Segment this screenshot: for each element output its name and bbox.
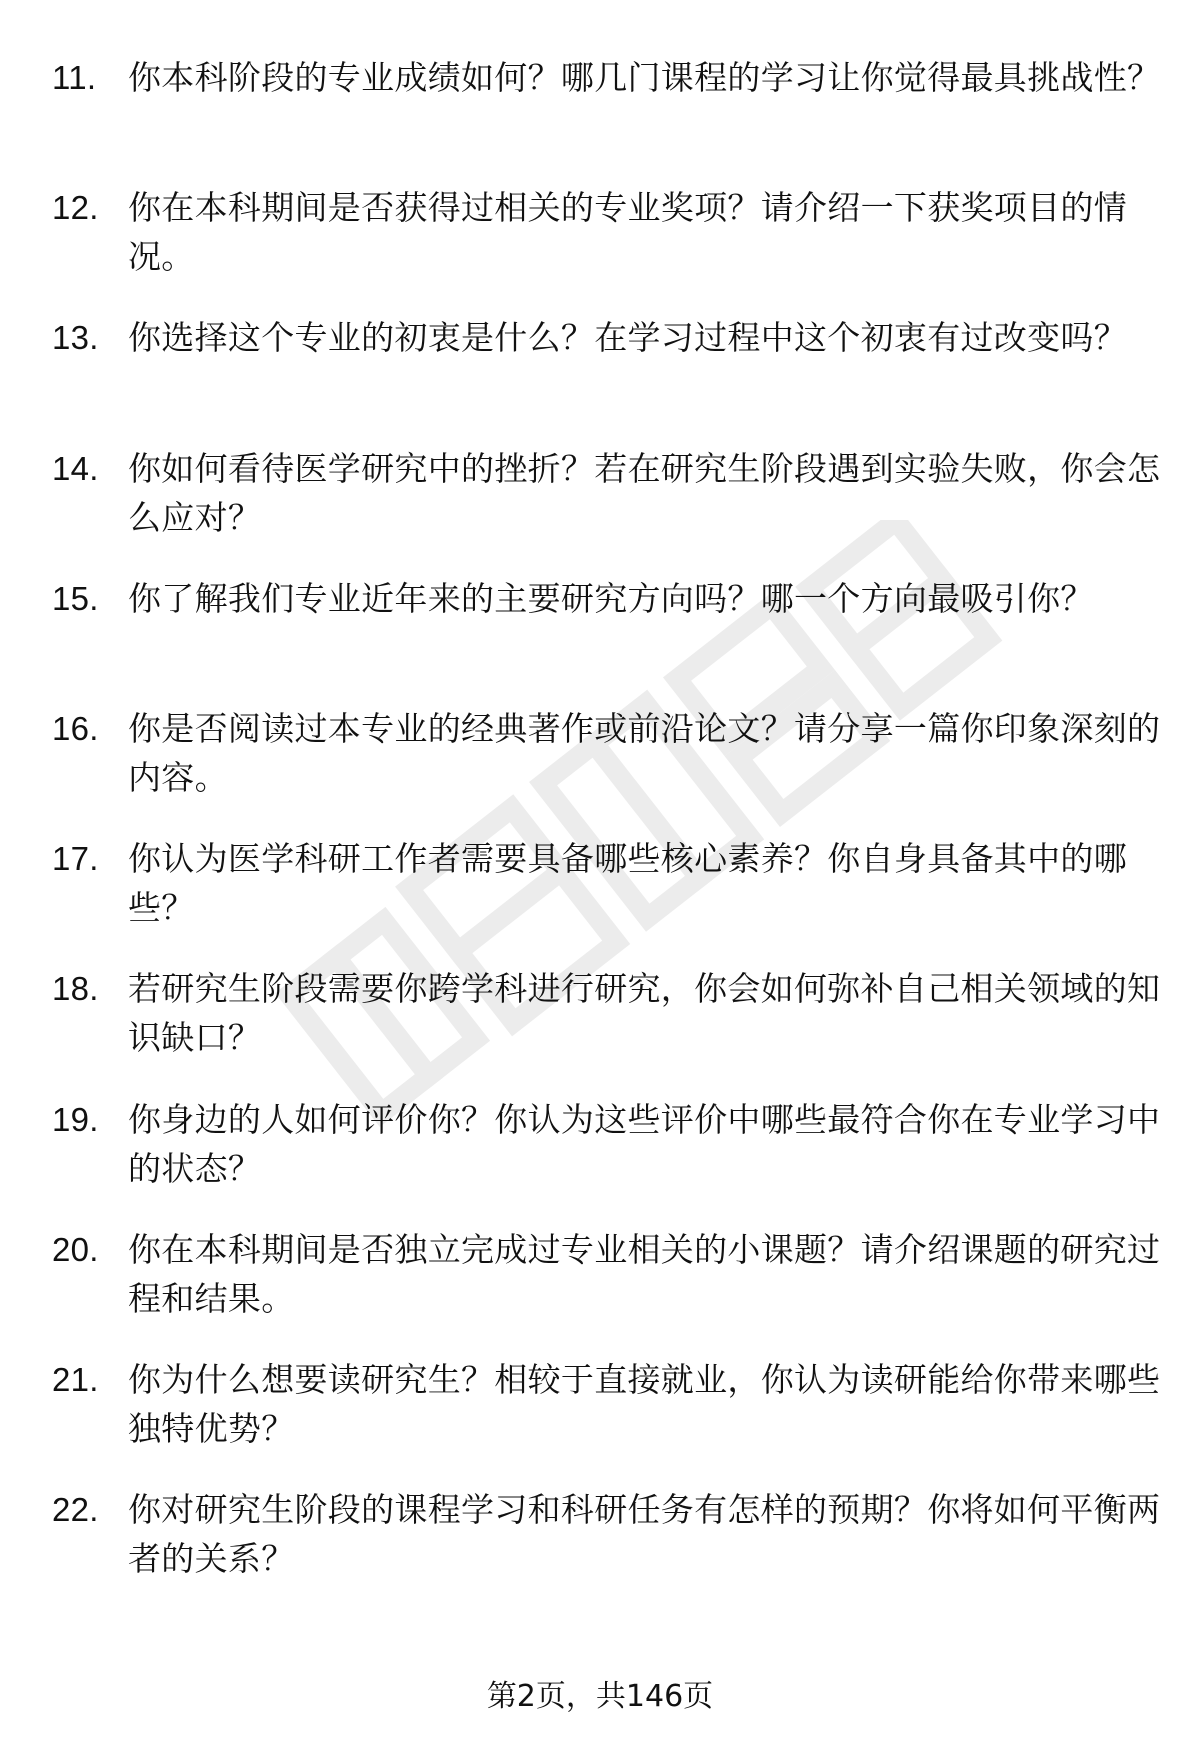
question-number: 21. bbox=[52, 1360, 99, 1398]
question-text: 你是否阅读过本专业的经典著作或前沿论文？请分享一篇你印象深刻的内容。 bbox=[128, 708, 1161, 797]
list-item bbox=[52, 1225, 1162, 1323]
list-item bbox=[52, 53, 1162, 151]
list-item bbox=[52, 1355, 1162, 1453]
question-text: 你如何看待医学研究中的挫折？若在研究生阶段遇到实验失败，你会怎么应对？ bbox=[128, 448, 1161, 537]
list-item bbox=[52, 313, 1162, 411]
question-number: 20. bbox=[52, 1230, 99, 1268]
list-item bbox=[52, 1095, 1162, 1193]
question-text: 你对研究生阶段的课程学习和科研任务有怎样的预期？你将如何平衡两者的关系？ bbox=[128, 1490, 1161, 1579]
list-item bbox=[52, 834, 1162, 932]
question-number: 16. bbox=[52, 709, 99, 747]
question-number: 11. bbox=[52, 59, 97, 96]
list-item bbox=[52, 444, 1162, 542]
question-text: 你在本科期间是否获得过相关的专业奖项？请介绍一下获奖项目的情况。 bbox=[128, 188, 1127, 277]
question-number: 22. bbox=[52, 1491, 99, 1529]
question-text: 若研究生阶段需要你跨学科进行研究，你会如何弥补自己相关领域的知识缺口？ bbox=[128, 969, 1161, 1058]
list-item bbox=[52, 964, 1162, 1062]
question-number: 13. bbox=[52, 319, 99, 357]
question-list bbox=[52, 53, 1162, 1615]
question-text: 你在本科期间是否独立完成过专业相关的小课题？请介绍课题的研究过程和结果。 bbox=[128, 1229, 1161, 1318]
question-number: 15. bbox=[52, 579, 99, 617]
question-text: 你认为医学科研工作者需要具备哪些核心素养？你自身具备其中的哪些？ bbox=[128, 839, 1127, 928]
page-number: 第2页，共146页 bbox=[486, 1679, 714, 1714]
question-text: 你了解我们专业近年来的主要研究方向吗？哪一个方向最吸引你？ bbox=[128, 578, 1094, 618]
question-number: 17. bbox=[52, 840, 99, 878]
question-text: 你身边的人如何评价你？你认为这些评价中哪些最符合你在专业学习中的状态？ bbox=[128, 1099, 1161, 1188]
question-text: 你选择这个专业的初衷是什么？在学习过程中这个初衷有过改变吗？ bbox=[128, 318, 1127, 358]
question-text: 你为什么想要读研究生？相较于直接就业，你认为读研能给你带来哪些独特优势？ bbox=[128, 1359, 1161, 1448]
list-item bbox=[52, 1485, 1162, 1583]
question-text: 你本科阶段的专业成绩如何？哪几门课程的学习让你觉得最具挑战性？ bbox=[128, 58, 1161, 97]
question-number: 12. bbox=[52, 189, 99, 227]
list-item bbox=[52, 574, 1162, 672]
list-item bbox=[52, 183, 1162, 281]
question-number: 19. bbox=[52, 1100, 99, 1138]
list-item bbox=[52, 704, 1162, 802]
question-number: 18. bbox=[52, 970, 99, 1008]
question-number: 14. bbox=[52, 449, 99, 487]
